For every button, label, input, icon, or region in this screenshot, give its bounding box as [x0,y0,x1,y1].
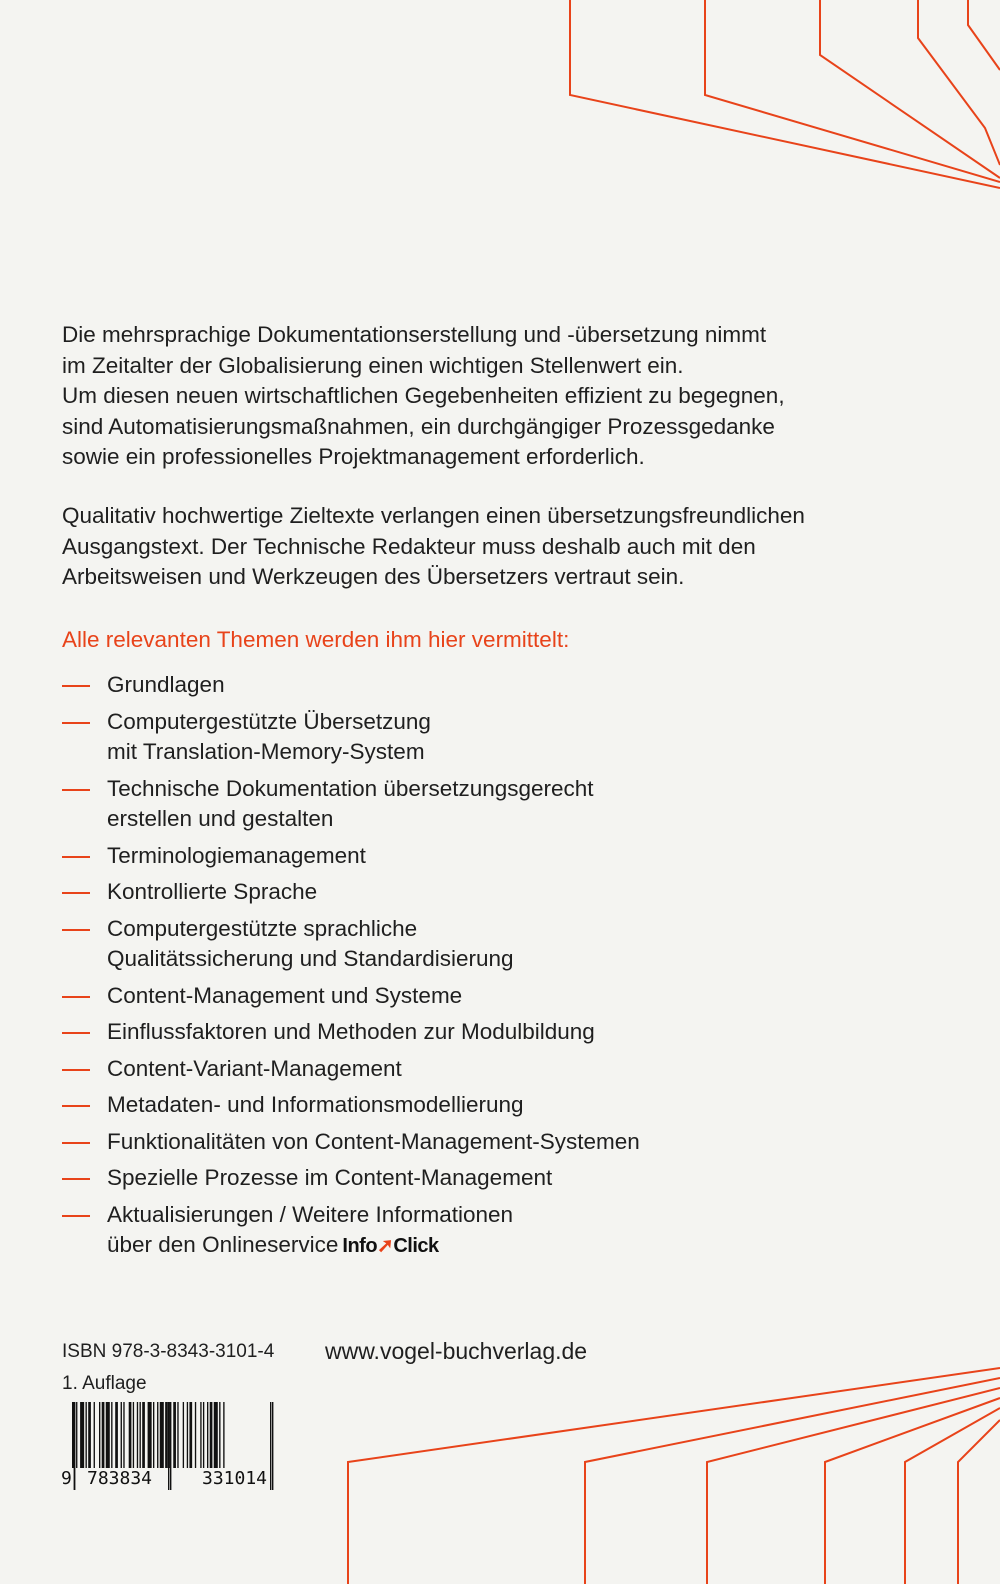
barcode-bar [183,1402,184,1468]
text-line: sind Automatisierungsmaßnahmen, ein durchgängiger Prozessgedanke [62,413,775,439]
barcode-bar [189,1402,192,1468]
barcode-bar [223,1402,224,1468]
list-item [62,841,640,872]
dash-bullet-icon [62,1215,90,1217]
barcode-bar [160,1402,164,1468]
list-item [62,670,640,701]
topic-text: Spezielle Prozesse im Content-Management [107,1165,553,1190]
barcode-bar [214,1402,218,1468]
list-item [62,774,640,835]
topic-text: Kontrollierte Sprache [107,879,318,904]
dash-bullet-icon [62,722,90,724]
barcode-bar [129,1402,132,1468]
barcode-bar [76,1402,77,1468]
topic-text: Aktualisierungen / Weitere Informationen [107,1201,514,1227]
list-item [62,1090,640,1121]
barcode-bar [123,1402,124,1468]
text-line: Ausgangstext. Der Technische Redakteur muss deshalb auch mit den [62,533,756,559]
topic-text: Terminologiemanagement [107,842,366,868]
dash-bullet-icon [62,1178,90,1180]
logo-text-part1: Info [342,1235,378,1257]
topic-text: erstellen und gestalten [107,806,334,831]
topic-text: mit Translation-Memory-System [107,739,425,764]
description-paragraph-1 [62,320,942,473]
barcode-bar [80,1402,84,1468]
topics-list [62,670,640,1268]
barcode-bar [140,1402,141,1468]
text-line: Die mehrsprachige Dokumentationserstellung und -übersetzung nimmt [62,322,767,347]
bottom-line-3 [707,1388,1000,1584]
topic-text: Content-Management und Systeme [107,982,463,1008]
text-line: Arbeitsweisen und Werkzeugen des Übersetzers vertraut sein. [62,564,685,589]
top-line-1 [570,0,1000,188]
list-item [62,1054,640,1085]
topic-text: Computergestützte Übersetzung [107,708,431,734]
publisher-website: www.vogel-buchverlag.de [325,1338,588,1364]
dash-bullet-icon [62,1069,90,1071]
dash-bullet-icon [62,789,90,791]
dash-bullet-icon [62,685,90,687]
text-line: Qualitativ hochwertige Zieltexte verlangen einen übersetzungsfreundlichen [62,503,805,528]
barcode-bar [86,1402,87,1468]
isbn-number: ISBN 978-3-8343-3101-4 [62,1341,275,1362]
barcode-bar [137,1402,138,1468]
barcode-group-1: 783834 [87,1468,153,1489]
barcode-bar [115,1402,118,1468]
barcode-bar [121,1402,122,1468]
list-item [62,1017,640,1048]
barcode-bar [203,1402,204,1468]
list-item [62,1127,640,1158]
list-item [62,1200,640,1262]
bottom-line-2 [585,1378,1000,1584]
edition-label: 1. Auflage [62,1373,147,1394]
top-line-2 [705,0,1000,182]
topic-text-with-logo [107,1230,640,1262]
list-item [62,914,640,975]
bottom-line-1 [348,1368,1000,1584]
description-paragraph-2 [62,501,942,593]
dash-bullet-icon [62,929,90,931]
dash-bullet-icon [62,1142,90,1144]
topic-text: Metadaten- und Informationsmodellierung [107,1092,524,1117]
topic-text: Qualitätssicherung und Standardisierung [107,946,514,971]
topic-text: Computergestützte sprachliche [107,915,418,941]
dash-bullet-icon [62,892,90,894]
bottom-line-6 [958,1420,1000,1584]
barcode-bar [102,1402,105,1468]
barcode-group-2: 331014 [202,1468,268,1489]
cursor-arrow-icon: ➚ [377,1235,394,1257]
barcode-guard-bar [270,1402,271,1490]
topic-text: Technische Dokumentation übersetzungsgerecht [107,775,594,801]
topics-intro-heading: Alle relevanten Themen werden ihm hier vermittelt: [62,627,570,652]
barcode-guard-bar [170,1402,171,1490]
barcode-bar [133,1402,134,1468]
list-item [62,877,640,908]
barcode-guard-bar [168,1402,169,1490]
barcode-bar [106,1402,110,1468]
barcode-bar [157,1402,158,1468]
barcode-bar [195,1402,196,1468]
barcode-bar [111,1402,112,1468]
barcode-first-digit: 9 [61,1468,72,1489]
dash-bullet-icon [62,1105,90,1107]
barcode-bar [207,1402,208,1468]
barcode-bar [142,1402,145,1468]
topic-text: Grundlagen [107,672,225,697]
text-line: sowie ein professionelles Projektmanagement erforderlich. [62,444,645,469]
barcode-bar [219,1402,220,1468]
list-item [62,981,640,1012]
barcode-bar [88,1402,91,1468]
list-item [62,707,640,768]
topic-text: Content-Variant-Management [107,1055,402,1081]
barcode-bar [165,1402,168,1468]
dash-bullet-icon [62,856,90,858]
barcode-bar [153,1402,154,1468]
barcode-bar [94,1402,95,1468]
barcode-bar [173,1402,176,1468]
top-line-5 [968,0,1000,70]
infoclick-logo [342,1235,438,1257]
barcode-bar [200,1402,201,1468]
dash-bullet-icon [62,996,90,998]
topic-text: Funktionalitäten von Content-Management-Systemen [107,1128,640,1154]
topic-text: über den Onlineservice [107,1232,339,1257]
top-line-3 [820,0,1000,178]
text-line: Um diesen neuen wirtschaftlichen Gegebenheiten effizient zu begegnen, [62,383,785,408]
dash-bullet-icon [62,1032,90,1034]
list-item [62,1163,640,1194]
barcode-guard-bar [272,1402,273,1490]
barcode-bar [148,1402,152,1468]
barcode-bar [177,1402,178,1468]
logo-text-part2: Click [393,1235,439,1257]
barcode-bar [210,1402,213,1468]
text-line: im Zeitalter der Globalisierung einen wichtigen Stellenwert ein. [62,352,684,378]
barcode-guard-bar [74,1402,75,1490]
barcode-bar [99,1402,100,1468]
topic-text: Einflussfaktoren und Methoden zur Modulbildung [107,1019,595,1044]
barcode-bar [187,1402,188,1468]
top-line-4 [918,0,1000,165]
